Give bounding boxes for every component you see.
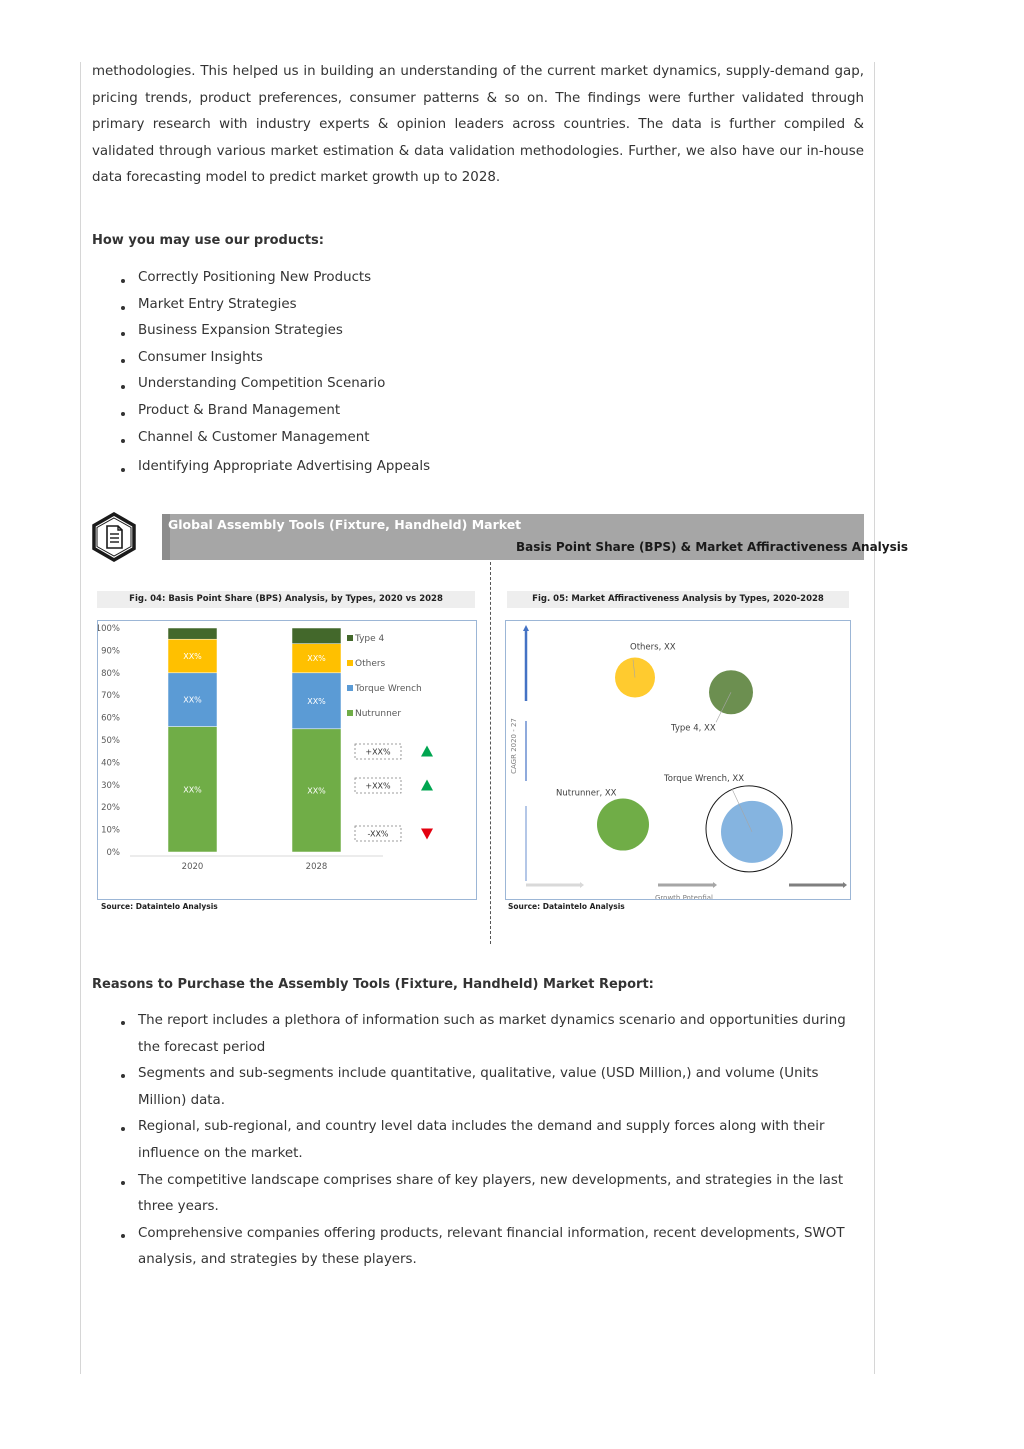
- bps-chart: [98, 621, 476, 899]
- y-axis-label: CAGR 2020 - 27: [510, 718, 518, 774]
- list-item: Business Expansion Strategies: [92, 318, 430, 345]
- bps-change-label: -XX%: [367, 829, 389, 839]
- y-tick-label: 100%: [98, 624, 120, 634]
- fig5-source: Source: Dataintelo Analysis: [508, 902, 625, 911]
- y-tick-label: 80%: [101, 668, 120, 679]
- right-margin-line: [874, 62, 875, 1374]
- list-item: Correctly Positioning New Products: [92, 265, 430, 292]
- fig5-caption: Fig. 05: Market Aﬃractiveness Analysis by Types, 2020-2028: [507, 591, 849, 608]
- fig4-source: Source: Dataintelo Analysis: [101, 902, 218, 911]
- reasons-heading: Reasons to Purchase the Assembly Tools (Fixture, Handheld) Market Report:: [92, 977, 654, 992]
- y-tick-label: 40%: [101, 758, 120, 769]
- up-arrow-icon: [421, 780, 433, 791]
- arrow-head-icon: [523, 625, 529, 631]
- y-tick-label: 60%: [101, 713, 120, 724]
- list-item: The competitive landscape comprises share of key players, new developments, and strategies in the last three years.: [92, 1168, 862, 1221]
- list-item: Market Entry Strategies: [92, 292, 430, 319]
- list-item: The report includes a plethora of information such as market dynamics scenario and opportunities during the forecast period: [92, 1008, 862, 1061]
- fig4-caption: Fig. 04: Basis Point Share (BPS) Analysis, by Types, 2020 vs 2028: [97, 591, 475, 608]
- x-axis-label: Growth Potenﬁal: [655, 894, 713, 899]
- y-tick-label: 30%: [101, 780, 120, 791]
- x-tick-label: 2020: [181, 862, 204, 872]
- bar-segment: [292, 628, 341, 644]
- list-item: Segments and sub-segments include quantitative, qualitative, value (USD Million,) and volume (Units Million) data.: [92, 1061, 862, 1114]
- y-tick-label: 70%: [101, 691, 120, 702]
- data-label: XX%: [307, 654, 326, 664]
- arrow-head-icon: [580, 882, 584, 888]
- y-tick-label: 50%: [101, 736, 120, 746]
- left-margin-line: [80, 62, 81, 1374]
- legend-swatch: [347, 635, 353, 641]
- legend-label: Others: [355, 659, 386, 669]
- arrow-head-icon: [843, 882, 847, 888]
- list-item: Consumer Insights: [92, 345, 430, 372]
- legend-label: Type 4: [355, 634, 385, 644]
- bps-change-label: +XX%: [365, 781, 391, 791]
- banner-subtitle: Basis Point Share (BPS) & Market Aﬃractiveness Analysis: [516, 540, 909, 554]
- data-label: XX%: [307, 786, 326, 796]
- bubble: [721, 801, 783, 863]
- uses-heading: How you may use our products:: [92, 233, 324, 248]
- attractiveness-chart-panel: [505, 620, 851, 900]
- bps-change-label: +XX%: [365, 747, 391, 757]
- y-tick-label: 20%: [101, 803, 120, 814]
- bubble: [597, 799, 649, 851]
- bubble-label: Type 4, XX: [671, 723, 716, 734]
- down-arrow-icon: [421, 829, 433, 840]
- y-tick-label: 0%: [106, 848, 120, 858]
- list-item: Understanding Competition Scenario: [92, 371, 430, 398]
- list-item: Channel & Customer Management: [92, 425, 430, 452]
- legend-swatch: [347, 710, 353, 716]
- y-tick-label: 10%: [101, 825, 120, 836]
- bubble-label: Nutrunner, XX: [556, 788, 617, 799]
- data-label: XX%: [183, 695, 202, 705]
- list-item: Identifying Appropriate Advertising Appeals: [92, 454, 430, 481]
- list-item: Comprehensive companies oﬀering products, relevant ﬁnancial information, recent developments, SWOT analysis, and strategies by these players.: [92, 1221, 862, 1274]
- bubble-label: Others, XX: [630, 642, 676, 653]
- list-item: Product & Brand Management: [92, 398, 430, 425]
- data-label: XX%: [183, 785, 202, 795]
- attractiveness-chart: [506, 621, 850, 899]
- bps-chart-panel: [97, 620, 477, 900]
- legend-swatch: [347, 685, 353, 691]
- x-tick-label: 2028: [305, 862, 328, 872]
- reasons-list: [92, 1008, 862, 1274]
- arrow-head-icon: [713, 882, 717, 888]
- up-arrow-icon: [421, 746, 433, 757]
- bar-segment: [168, 628, 217, 639]
- legend-label: Torque Wrench: [355, 684, 422, 694]
- data-label: XX%: [307, 696, 326, 706]
- y-tick-label: 90%: [101, 646, 120, 657]
- legend-swatch: [347, 660, 353, 666]
- data-label: XX%: [183, 652, 202, 661]
- banner-title: Global Assembly Tools (Fixture, Handheld) Market: [168, 517, 522, 532]
- intro-paragraph: methodologies. This helped us in building an understanding of the current market dynamics, supply-demand gap, pricing trends, product preferences, consumer patterns & so on. The ﬁndings were further validated through primary research with industry experts & opinion leaders across countries. The data is further compiled & validated through various market estimation & data validation methodologies. Further, we also have our in-house data forecasting model to predict market growth up to 2028.: [92, 64, 864, 185]
- list-item: Regional, sub-regional, and country level data includes the demand and supply forces along with their inﬂuence on the market.: [92, 1114, 862, 1167]
- figure-divider: [490, 562, 491, 944]
- bubble-label: Torque Wrench, XX: [664, 773, 745, 784]
- legend-label: Nutrunner: [355, 709, 402, 719]
- uses-list: [92, 265, 430, 481]
- document-icon: [91, 512, 137, 566]
